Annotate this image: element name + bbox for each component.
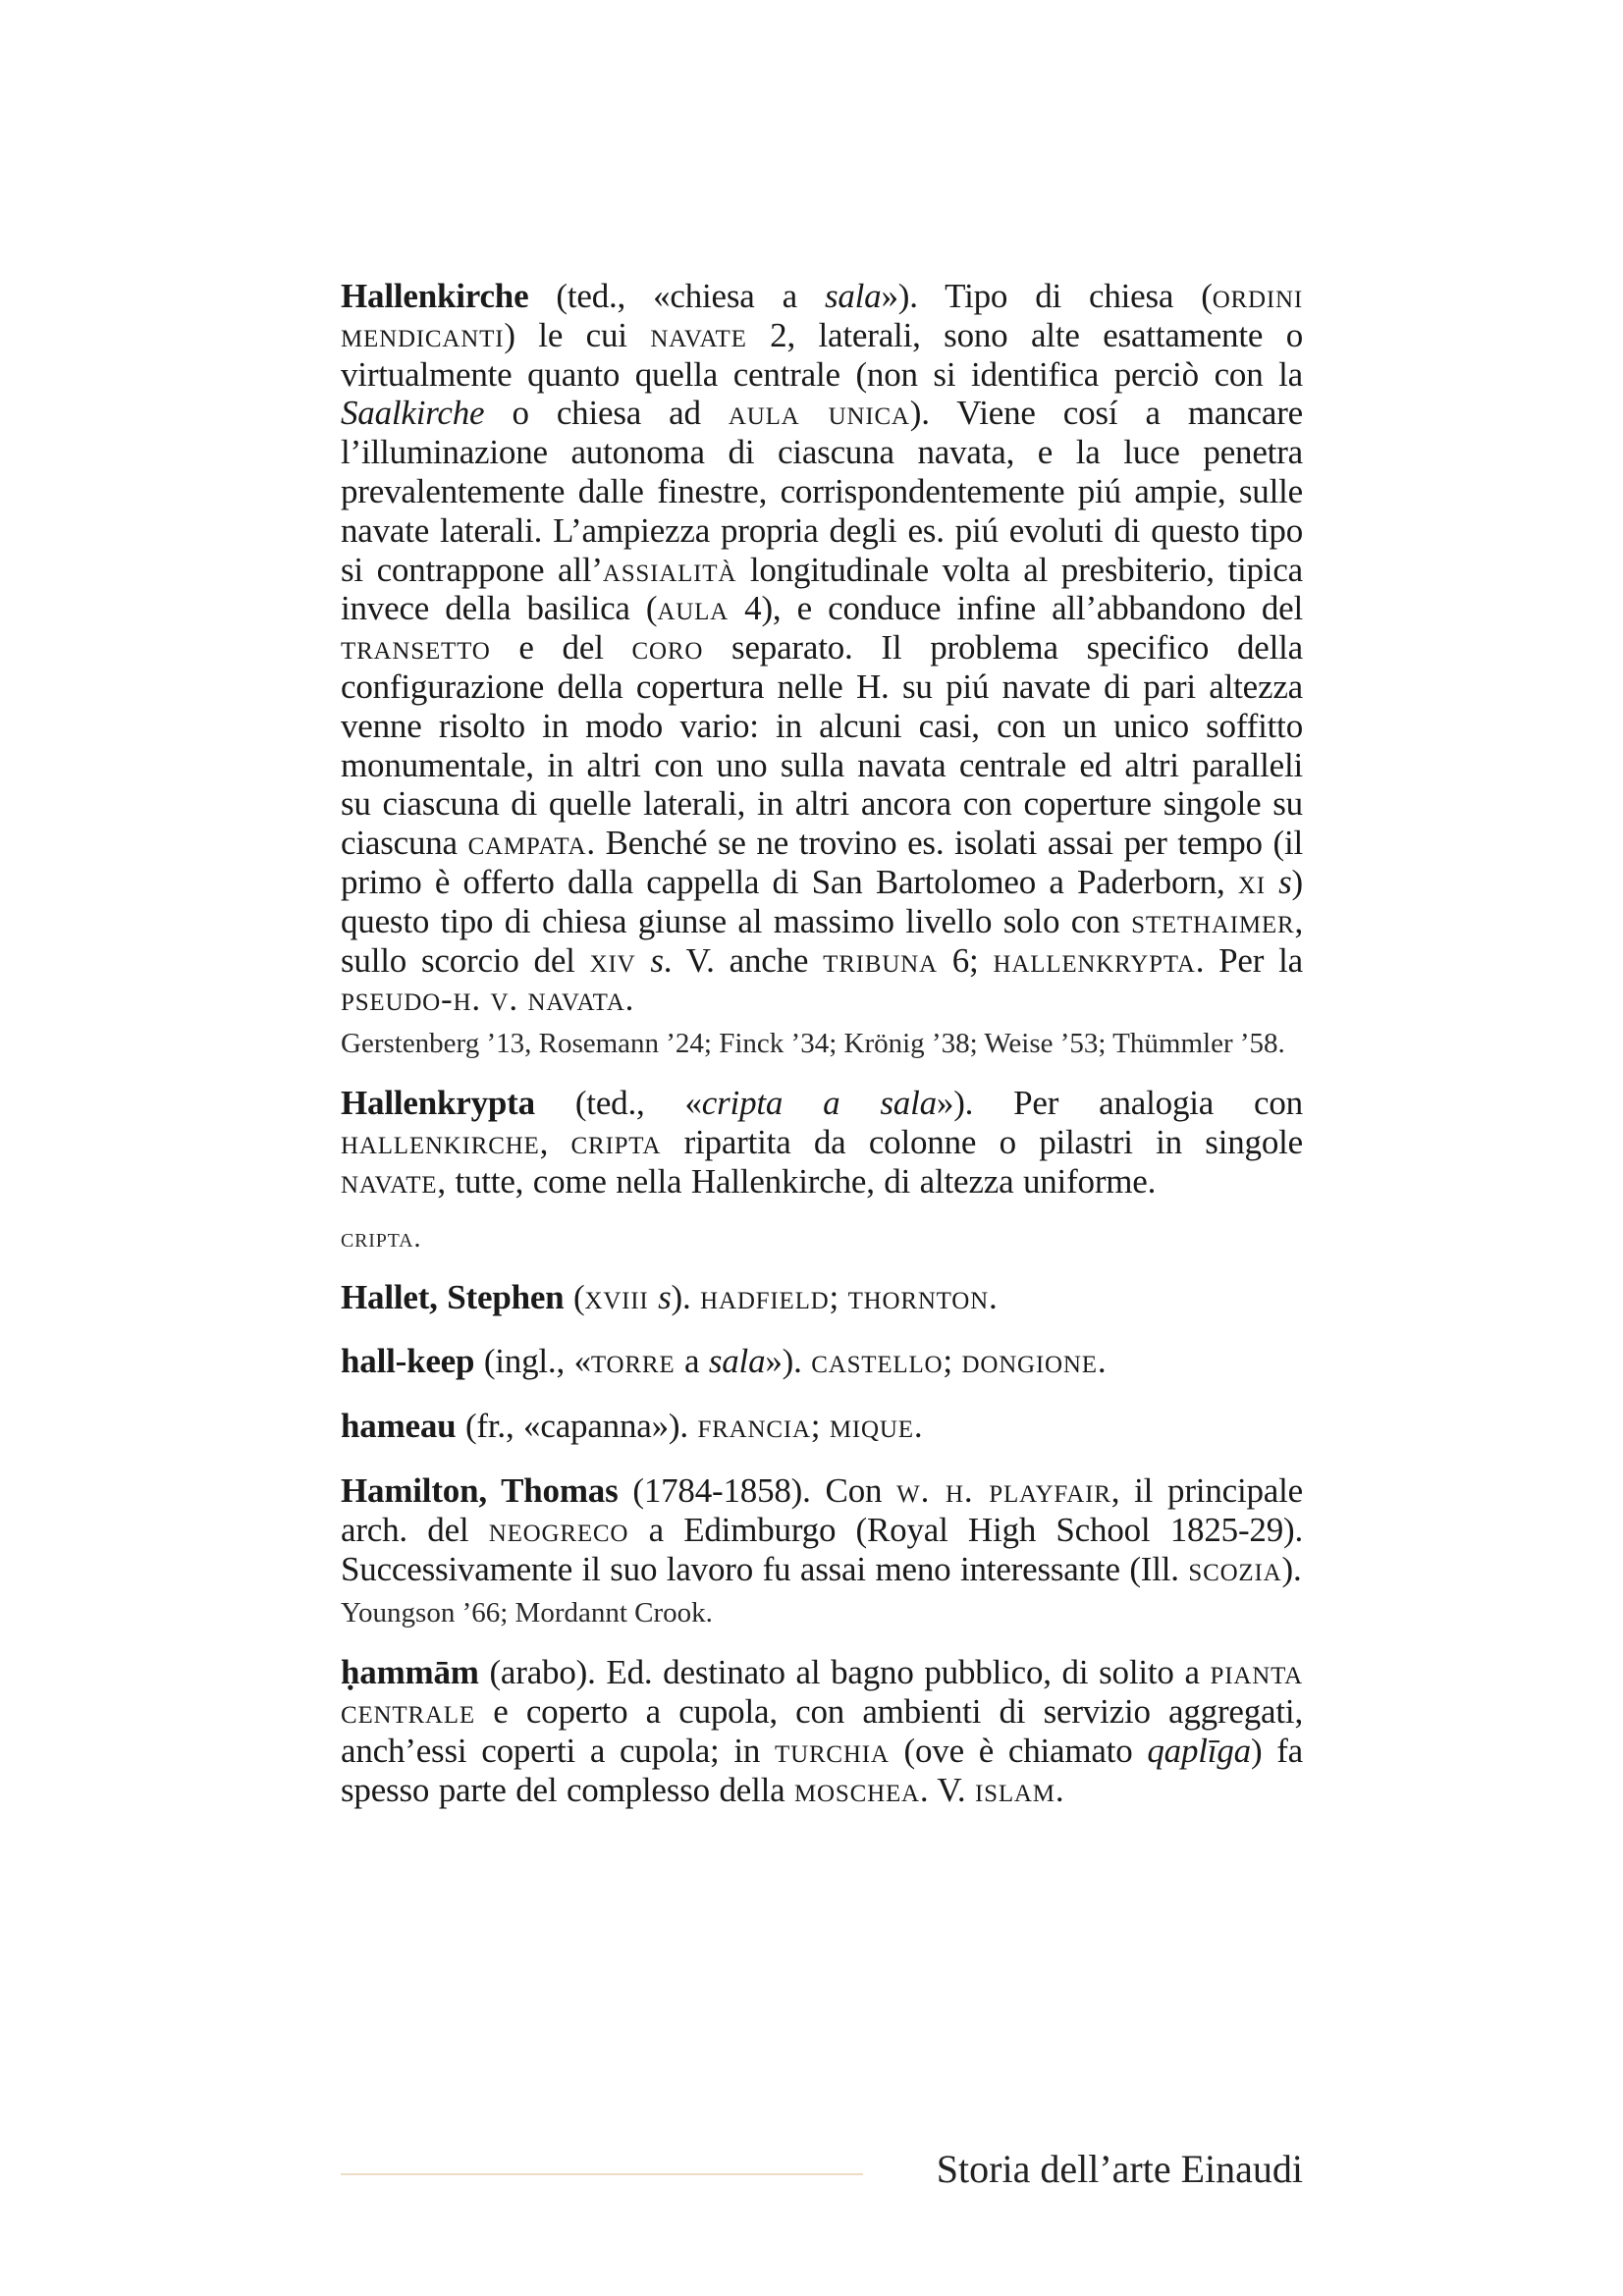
italic-term: sala	[824, 277, 882, 315]
body-text: 6;	[937, 940, 994, 980]
body-text: e coperto a cupola, con ambienti di servizio aggregati, anch’essi coperti a cupola; in	[341, 1692, 1303, 1770]
headword: ḥammām	[341, 1653, 479, 1692]
cross-reference: neogreco	[488, 1510, 629, 1549]
entry-body	[341, 1471, 1303, 1588]
body-text: »). Tipo di chiesa (	[881, 277, 1213, 315]
entry-hameau	[341, 1407, 1303, 1446]
entry-hammam	[341, 1653, 1303, 1809]
cross-reference: pseudo-h.	[341, 980, 481, 1019]
body-text	[635, 941, 650, 980]
cross-reference: v.	[490, 980, 518, 1019]
body-text: e del	[490, 628, 632, 667]
body-text: »). Per analogia con	[936, 1084, 1303, 1123]
entry-body	[341, 1653, 1303, 1809]
dictionary-column	[341, 277, 1303, 1834]
body-text: ;	[943, 1342, 962, 1381]
body-text: ). Viene cosí a mancare l’illuminazione autonoma di ciascuna navata, e la luce penetra prevalentemente dalle finestre, corrispondentemente piú ampie, sulle navate laterali. L’ampiezza propria degli es. piú evoluti di questo tipo si contrappone all’	[341, 394, 1303, 589]
italic-term: Saalkirche	[341, 394, 485, 433]
body-text: »).	[765, 1342, 812, 1381]
entry-body	[341, 1084, 1303, 1201]
cross-reference: campata	[467, 824, 587, 863]
footer-title: Storia dell’arte Einaudi	[936, 2147, 1303, 2191]
body-text: , tutte, come nella Hallenkirche, di altezza uniforme.	[437, 1161, 1157, 1201]
body-text: . Per la	[1195, 940, 1303, 980]
cross-reference: torre	[590, 1342, 676, 1381]
body-text: ) le cui	[504, 315, 651, 354]
headword: Hallenkrypta	[341, 1084, 535, 1123]
body-text: ).	[671, 1277, 701, 1316]
italic-term: sala	[708, 1342, 766, 1381]
body-text: 4), e conduce infine all’abbandono del	[729, 589, 1303, 628]
body-text: separato. Il problema specifico della configurazione della copertura nelle H. su piú navate di pari altezza venne risolto in modo vario: in alcuni casi, con un unico soffitto monumentale, in altri con uno sulla navata centrale ed altri paralleli su ciascuna di quelle laterali, in altri ancora con coperture singole su ciascuna	[341, 628, 1303, 863]
cross-reference: thornton	[847, 1277, 990, 1316]
cross-reference: scozia	[1188, 1549, 1282, 1588]
body-text: .	[913, 1407, 923, 1446]
italic-term: cripta a sala	[701, 1084, 937, 1123]
body-text: ;	[810, 1407, 830, 1446]
body-text: ) questo tipo di chiesa giunse al massimo livello solo con	[341, 862, 1303, 940]
cross-reference: xviii	[584, 1277, 649, 1316]
italic-term: s	[650, 940, 664, 980]
entry-body	[341, 1342, 1303, 1381]
cross-reference: cripta	[570, 1122, 662, 1161]
cross-reference: mique	[829, 1407, 914, 1446]
entry-hallet-stephen	[341, 1278, 1303, 1317]
body-text: .	[624, 980, 634, 1019]
body-text: 2, laterali, sono alte esattamente o virtualmente quanto quella centrale (non si identifica perciò con la	[341, 315, 1303, 394]
body-text: (ted., «chiesa a	[528, 277, 825, 315]
cross-reference: islam	[975, 1770, 1055, 1809]
cross-reference: hallenkrypta	[993, 940, 1196, 980]
body-text: . V. anche	[663, 940, 824, 980]
body-text: .	[989, 1277, 998, 1316]
body-text: a Edimburgo (Royal High School 1825-29). Successivamente il suo lavoro fu assai meno interessante (Ill.	[341, 1510, 1304, 1588]
cross-reference: assialità	[602, 550, 737, 589]
headword: hameau	[341, 1407, 457, 1446]
body-text: .	[1055, 1770, 1064, 1809]
body-text: . Benché se ne trovino es. isolati assai per tempo (il primo è offerto dalla cappella di San Bartolomeo a Paderborn,	[341, 824, 1303, 901]
body-text	[518, 980, 528, 1018]
cross-reference: ordini mendicanti	[341, 277, 1303, 354]
cross-reference: moschea	[794, 1770, 920, 1809]
cross-reference: hadfield	[700, 1277, 830, 1316]
body-text: a	[675, 1342, 709, 1381]
cross-reference: aula unica	[728, 394, 910, 433]
body-text: (	[564, 1277, 585, 1316]
italic-term: qaplīga	[1147, 1731, 1251, 1770]
cross-reference: tribuna	[823, 940, 938, 980]
headword: Hallet, Stephen	[341, 1277, 565, 1316]
bibliography: Youngson ’66; Mordannt Crook.	[341, 1597, 713, 1629]
entry-body	[341, 1407, 1303, 1446]
entry-body	[341, 1278, 1303, 1317]
headword: Hamilton, Thomas	[341, 1470, 619, 1510]
headword: Hallenkirche	[341, 277, 529, 315]
body-text: ripartita da colonne o pilastri in singole	[661, 1122, 1303, 1161]
body-text: o chiesa ad	[484, 394, 729, 433]
bibliography: Gerstenberg ’13, Rosemann ’24; Finck ’34; Krönig ’38; Weise ’53; Thümmler ’58.	[341, 1028, 1285, 1060]
cross-reference: w. h. playfair	[896, 1470, 1111, 1510]
body-text: ,	[539, 1122, 571, 1161]
body-text: .	[1097, 1342, 1107, 1381]
cross-reference: xiv	[589, 940, 636, 980]
entry-hall-keep	[341, 1342, 1303, 1381]
cross-reference: navate	[341, 1161, 438, 1201]
body-text: (arabo). Ed. destinato al bagno pubblico, di solito a	[478, 1653, 1211, 1692]
body-text: ) fa spesso parte del complesso della	[341, 1731, 1303, 1809]
italic-term: s	[658, 1277, 672, 1316]
body-text: longitudinale volta al presbiterio, tipica invece della basilica (	[341, 550, 1303, 628]
cross-reference: transetto	[341, 628, 491, 667]
cross-reference: castello	[811, 1342, 944, 1381]
cross-reference: hallenkirche	[341, 1122, 540, 1161]
body-text	[649, 1278, 659, 1316]
cross-reference: cripta.	[341, 1221, 422, 1254]
entry-hamilton-thomas	[341, 1471, 1303, 1629]
entry-hallenkrypta	[341, 1084, 1303, 1254]
cross-reference: aula	[657, 589, 730, 628]
cross-reference: turchia	[775, 1731, 890, 1770]
cross-reference: coro	[631, 628, 704, 667]
entry-body	[341, 277, 1303, 1019]
cross-reference: stethaimer	[1131, 901, 1295, 940]
body-text: ;	[829, 1277, 848, 1316]
italic-term: s	[1278, 862, 1292, 901]
cross-reference: pianta centrale	[341, 1653, 1303, 1732]
cross-reference: navata	[527, 980, 625, 1019]
body-text	[1266, 863, 1278, 901]
entry-hallenkirche	[341, 277, 1303, 1060]
cross-reference: dongione	[961, 1342, 1098, 1381]
body-text: , sullo scorcio del	[341, 901, 1303, 980]
footer-rule	[341, 2173, 863, 2175]
body-text: (fr., «capanna»).	[456, 1407, 698, 1446]
cross-reference: xi	[1237, 862, 1266, 901]
body-text: (ted., «	[534, 1084, 702, 1123]
body-text: (ingl., «	[474, 1342, 591, 1381]
body-text: , il principale arch. del	[341, 1470, 1303, 1549]
body-text: . V.	[919, 1770, 976, 1809]
headword: hall-keep	[341, 1342, 475, 1381]
body-text: (1784-1858). Con	[618, 1470, 897, 1510]
body-text: ).	[1281, 1549, 1302, 1588]
cross-reference: francia	[697, 1407, 811, 1446]
cross-reference: navate	[650, 315, 747, 354]
body-text: (ove è chiamato	[889, 1731, 1148, 1770]
